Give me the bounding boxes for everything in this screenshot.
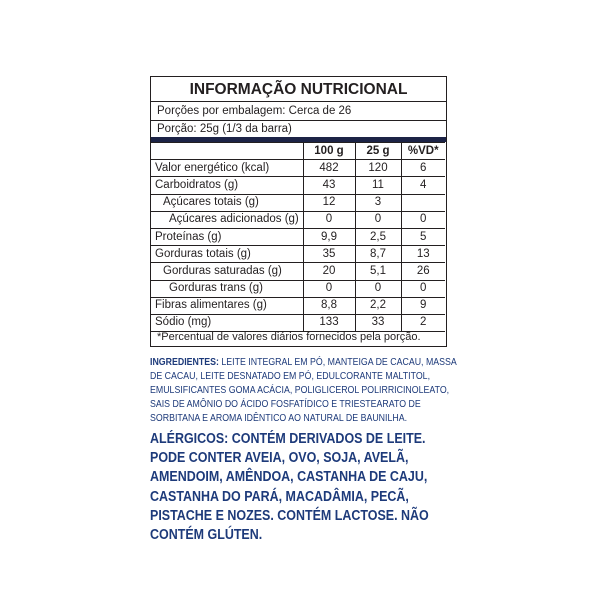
table-row [151,177,445,194]
nutrient-label: Fibras alimentares (g) [151,297,303,314]
column-header-vd: %VD* [401,143,445,160]
value-25g: 0 [355,280,401,297]
value-vd: 5 [401,228,445,245]
footnote: *Percentual de valores diários fornecidos pela porção. [157,331,421,343]
value-25g: 2,2 [355,297,401,314]
value-25g: 2,5 [355,228,401,245]
ingredients-text [150,356,460,426]
value-100g: 0 [303,211,355,228]
servings-per-package: Porções por embalagem: Cerca de 26 [157,105,352,117]
value-100g: 133 [303,314,355,331]
value-vd: 6 [401,160,445,177]
nutrient-label: Proteínas (g) [151,228,303,245]
value-25g: 8,7 [355,246,401,263]
table-row [151,160,445,177]
nutrition-table [151,142,445,332]
value-100g: 9,9 [303,228,355,245]
column-header-nutrient [151,143,303,160]
allergens-text: ALÉRGICOS: CONTÉM DERIVADOS DE LEITE. PODE CONTER AVEIA, OVO, SOJA, AVELÃ, AMENDOIM, AMÊNDOA, CASTANHA DE CAJU, CASTANHA DO PARÁ, MACADÂMIA, PECÃ, PISTACHE E NOZES. CONTÉM LACTOSE. NÃO CONTÉM GLÚTEN. [150,431,429,544]
nutrient-label: Gorduras totais (g) [151,246,303,263]
value-vd: 2 [401,314,445,331]
value-100g: 8,8 [303,297,355,314]
table-row [151,211,445,228]
value-100g: 482 [303,160,355,177]
column-header-25g: 25 g [355,143,401,160]
table-row [151,280,445,297]
value-25g: 5,1 [355,263,401,280]
table-header-row [151,143,445,160]
value-vd: 13 [401,246,445,263]
nutrient-label: Gorduras saturadas (g) [151,263,303,280]
value-100g: 43 [303,177,355,194]
nutrient-label: Açúcares totais (g) [151,194,303,211]
panel-title: INFORMAÇÃO NUTRICIONAL [189,81,408,98]
ingredients-list: LEITE INTEGRAL EM PÓ, MANTEIGA DE CACAU, MASSA DE CACAU, LEITE DESNATADO EM PÓ, EDULCORANTE MALTITOL, EMULSIFICANTES GOMA ACÁCIA, POLIGLICEROL POLIRRICINOLEATO, SAIS DE AMÔNIO DO ÁCIDO FOSFATÍDICO E TRIESTEARATO DE SORBITANA E AROMA IDÊNTICO AO NATURAL DE BAUNILHA. [150,357,457,424]
value-vd: 4 [401,177,445,194]
nutrient-label: Açúcares adicionados (g) [151,211,303,228]
value-25g: 3 [355,194,401,211]
value-25g: 0 [355,211,401,228]
value-25g: 120 [355,160,401,177]
ingredients-label: INGREDIENTES: [150,357,219,368]
nutrition-facts-panel [150,76,447,347]
value-100g: 12 [303,194,355,211]
nutrient-label: Valor energético (kcal) [151,160,303,177]
table-row [151,263,445,280]
table-row [151,297,445,314]
table-row [151,246,445,263]
table-row [151,228,445,245]
serving-size: Porção: 25g (1/3 da barra) [157,123,292,135]
value-25g: 33 [355,314,401,331]
value-25g: 11 [355,177,401,194]
value-100g: 0 [303,280,355,297]
value-vd: 0 [401,211,445,228]
nutrient-label: Gorduras trans (g) [151,280,303,297]
value-vd: 26 [401,263,445,280]
value-vd: 9 [401,297,445,314]
value-100g: 20 [303,263,355,280]
nutrient-label: Sódio (mg) [151,314,303,331]
nutrient-label: Carboidratos (g) [151,177,303,194]
value-vd [401,194,445,211]
table-row [151,194,445,211]
value-100g: 35 [303,246,355,263]
value-vd: 0 [401,280,445,297]
column-header-100g: 100 g [303,143,355,160]
